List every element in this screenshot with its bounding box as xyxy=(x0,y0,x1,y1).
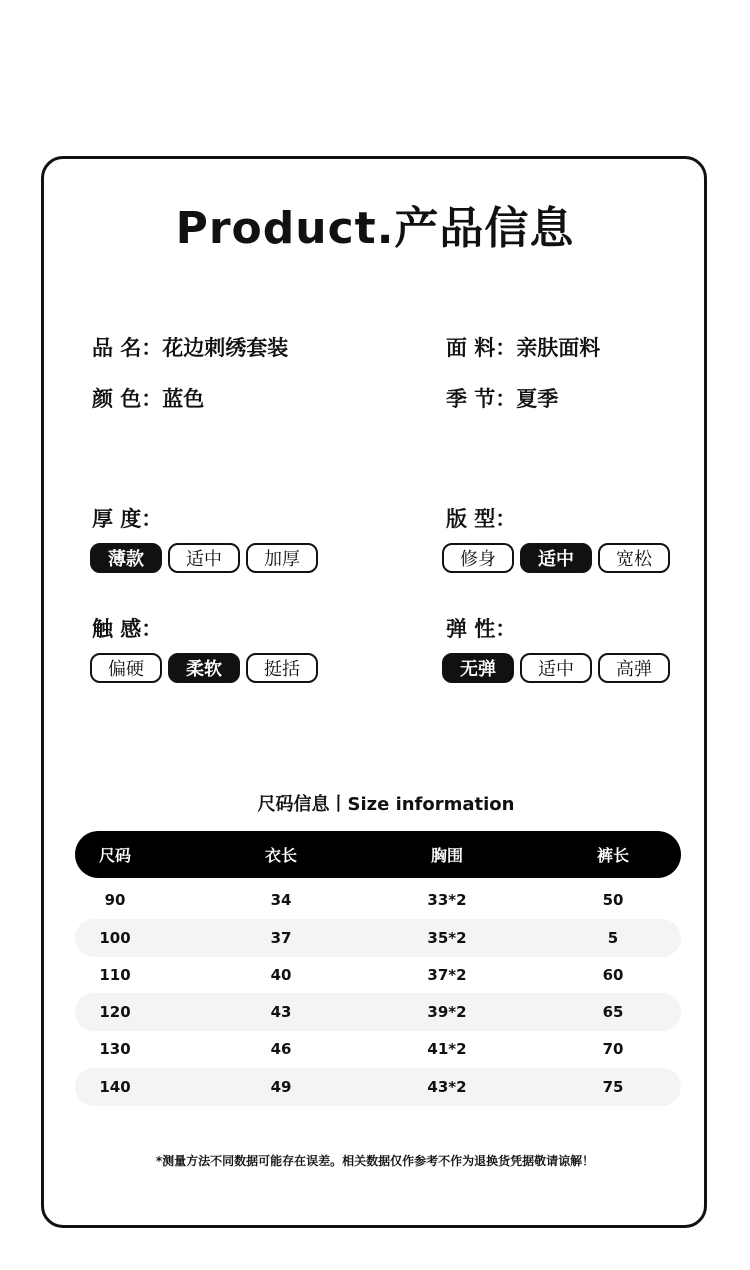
elasticity-options xyxy=(442,653,670,683)
touch-option-soft[interactable]: 柔软 xyxy=(168,653,240,683)
cell-top-length: 46 xyxy=(270,1040,292,1058)
info-product-name: 品 名：花边刺绣套装 xyxy=(92,336,289,360)
info-season: 季 节：夏季 xyxy=(446,387,559,411)
touch-label: 触 感： xyxy=(92,617,163,641)
fit-option-loose[interactable]: 宽松 xyxy=(598,543,670,573)
table-row xyxy=(75,993,681,1031)
fit-option-slim[interactable]: 修身 xyxy=(442,543,514,573)
touch-option-crisp[interactable]: 挺括 xyxy=(246,653,318,683)
cell-chest: 33*2 xyxy=(427,891,467,909)
cell-pants-length: 75 xyxy=(602,1078,624,1096)
table-row xyxy=(75,881,681,919)
thickness-label: 厚 度： xyxy=(92,507,163,531)
cell-top-length: 40 xyxy=(270,966,292,984)
cell-size: 100 xyxy=(99,929,131,947)
elasticity-label: 弹 性： xyxy=(446,617,517,641)
cell-size: 120 xyxy=(99,1003,131,1021)
cell-pants-length: 65 xyxy=(602,1003,624,1021)
table-row xyxy=(75,1030,681,1068)
cell-pants-length: 50 xyxy=(602,891,624,909)
table-row xyxy=(75,956,681,994)
disclaimer-note: *测量方法不同数据可能存在误差。相关数据仅作参考不作为退换货凭据敬请谅解！ xyxy=(155,1154,595,1168)
touch-options xyxy=(90,653,318,683)
cell-size: 110 xyxy=(99,966,131,984)
cell-chest: 37*2 xyxy=(427,966,467,984)
cell-size: 90 xyxy=(104,891,126,909)
cell-top-length: 37 xyxy=(270,929,292,947)
table-row xyxy=(75,1068,681,1106)
thickness-options xyxy=(90,543,318,573)
thickness-option-medium[interactable]: 适中 xyxy=(168,543,240,573)
cell-top-length: 49 xyxy=(270,1078,292,1096)
info-color: 颜 色：蓝色 xyxy=(92,387,205,411)
cell-top-length: 34 xyxy=(270,891,292,909)
touch-option-firm[interactable]: 偏硬 xyxy=(90,653,162,683)
cell-pants-length: 70 xyxy=(602,1040,624,1058)
fit-label: 版 型： xyxy=(446,507,517,531)
cell-chest: 43*2 xyxy=(427,1078,467,1096)
cell-size: 140 xyxy=(99,1078,131,1096)
elasticity-option-high[interactable]: 高弹 xyxy=(598,653,670,683)
elasticity-option-medium[interactable]: 适中 xyxy=(520,653,592,683)
info-fabric: 面 料：亲肤面料 xyxy=(446,336,601,360)
thickness-option-thin[interactable]: 薄款 xyxy=(90,543,162,573)
fit-options xyxy=(442,543,670,573)
cell-pants-length: 60 xyxy=(602,966,624,984)
cell-chest: 39*2 xyxy=(427,1003,467,1021)
header-size: 尺码 xyxy=(98,846,131,865)
page-title: Product.产品信息 xyxy=(175,203,575,254)
size-table-title: 尺码信息丨Size information xyxy=(257,794,515,815)
elasticity-option-none[interactable]: 无弹 xyxy=(442,653,514,683)
size-table-header xyxy=(75,831,681,878)
header-pants-length: 裤长 xyxy=(596,846,629,865)
cell-size: 130 xyxy=(99,1040,131,1058)
header-chest: 胸围 xyxy=(430,846,463,865)
cell-pants-length: 5 xyxy=(607,929,619,947)
cell-chest: 41*2 xyxy=(427,1040,467,1058)
fit-option-regular[interactable]: 适中 xyxy=(520,543,592,573)
cell-chest: 35*2 xyxy=(427,929,467,947)
cell-top-length: 43 xyxy=(270,1003,292,1021)
thickness-option-thick[interactable]: 加厚 xyxy=(246,543,318,573)
table-row xyxy=(75,919,681,957)
header-top-length: 衣长 xyxy=(264,846,297,865)
